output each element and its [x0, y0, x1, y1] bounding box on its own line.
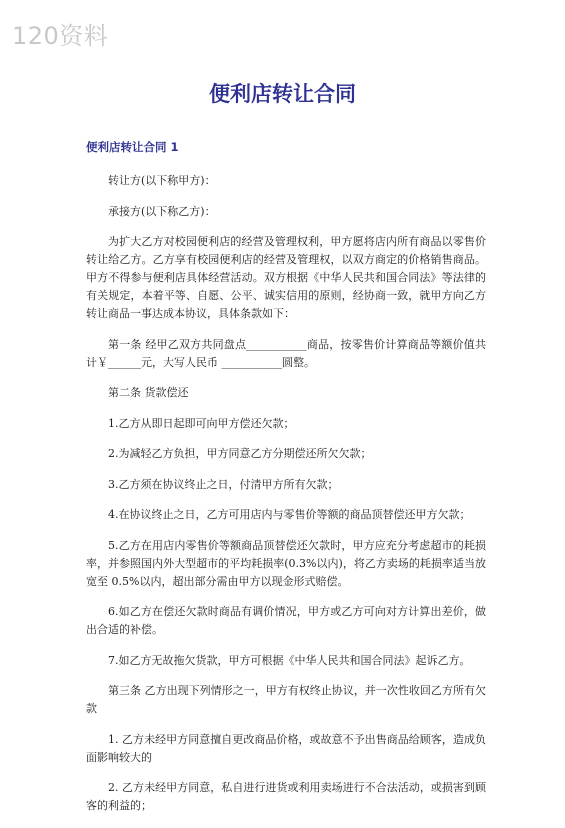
paragraph: 第二条 货款偿还: [108, 386, 189, 399]
paragraph: 2. 乙方未经甲方同意，私自进行进货或利用卖场进行不合法活动，或损害到顾客的利益的；: [86, 781, 486, 812]
paragraph: 7.如乙方无故拖欠货款，甲方可根据《中华人民共和国合同法》起诉乙方。: [108, 653, 471, 667]
paragraph: 1. 乙方未经甲方同意擅自更改商品价格，或故意不予出售商品给顾客，造成负面影响较大的: [86, 732, 486, 764]
watermark: 120资料: [12, 22, 109, 50]
paragraph: 第三条 乙方出现下列情形之一，甲方有权终止协议，并一次性收回乙方所有欠款: [86, 684, 486, 715]
paragraph: 转让方(以下称甲方)：: [108, 174, 216, 187]
contract-body: [86, 172, 486, 828]
paragraph: 3.乙方须在协议终止之日，付清甲方所有欠款；: [108, 477, 339, 491]
paragraph: 第一条 经甲乙双方共同盘点___________商品，按零售价计算商品等额价值共计￥______元，大写人民币 ___________圆整。: [86, 337, 486, 369]
paragraph: 承接方(以下称乙方)：: [108, 204, 216, 218]
paragraph: 4.在协议终止之日，乙方可用店内与零售价等额的商品顶替偿还甲方欠款；: [108, 508, 471, 521]
section-heading: 便利店转让合同 1: [86, 140, 179, 154]
document-title: 便利店转让合同: [209, 82, 356, 106]
paragraph: 2.为减轻乙方负担，甲方同意乙方分期偿还所欠欠款；: [108, 447, 372, 460]
paragraph: 6.如乙方在偿还欠款时商品有调价情况，甲方或乙方可向对方计算出差价，做出合适的补偿。: [86, 605, 486, 636]
paragraph: 5.乙方在用店内零售价等额商品顶替偿还欠款时，甲方应充分考虑超市的耗损率，并参照国内外大型超市的平均耗损率(0.3%以内)，将乙方卖场的耗损率适当放宽至 0.5%以内，超出部分需由甲方以现金形式赔偿。: [86, 538, 486, 588]
paragraph: 1.乙方从即日起即可向甲方偿还欠款；: [108, 416, 295, 430]
paragraph: 为扩大乙方对校园便利店的经营及管理权利，甲方愿将店内所有商品以零售价转让给乙方。乙方享有校园便利店的经营及管理权，以双方商定的价格销售商品。甲方不得参与便利店具体经营活动。双方根据《中华人民共和国合同法》等法律的有关规定，本着平等、自愿、公平、诚实信用的原则，经协商一致，就甲方向乙方转让商品一事达成本协议，具体条款如下：: [86, 235, 486, 320]
